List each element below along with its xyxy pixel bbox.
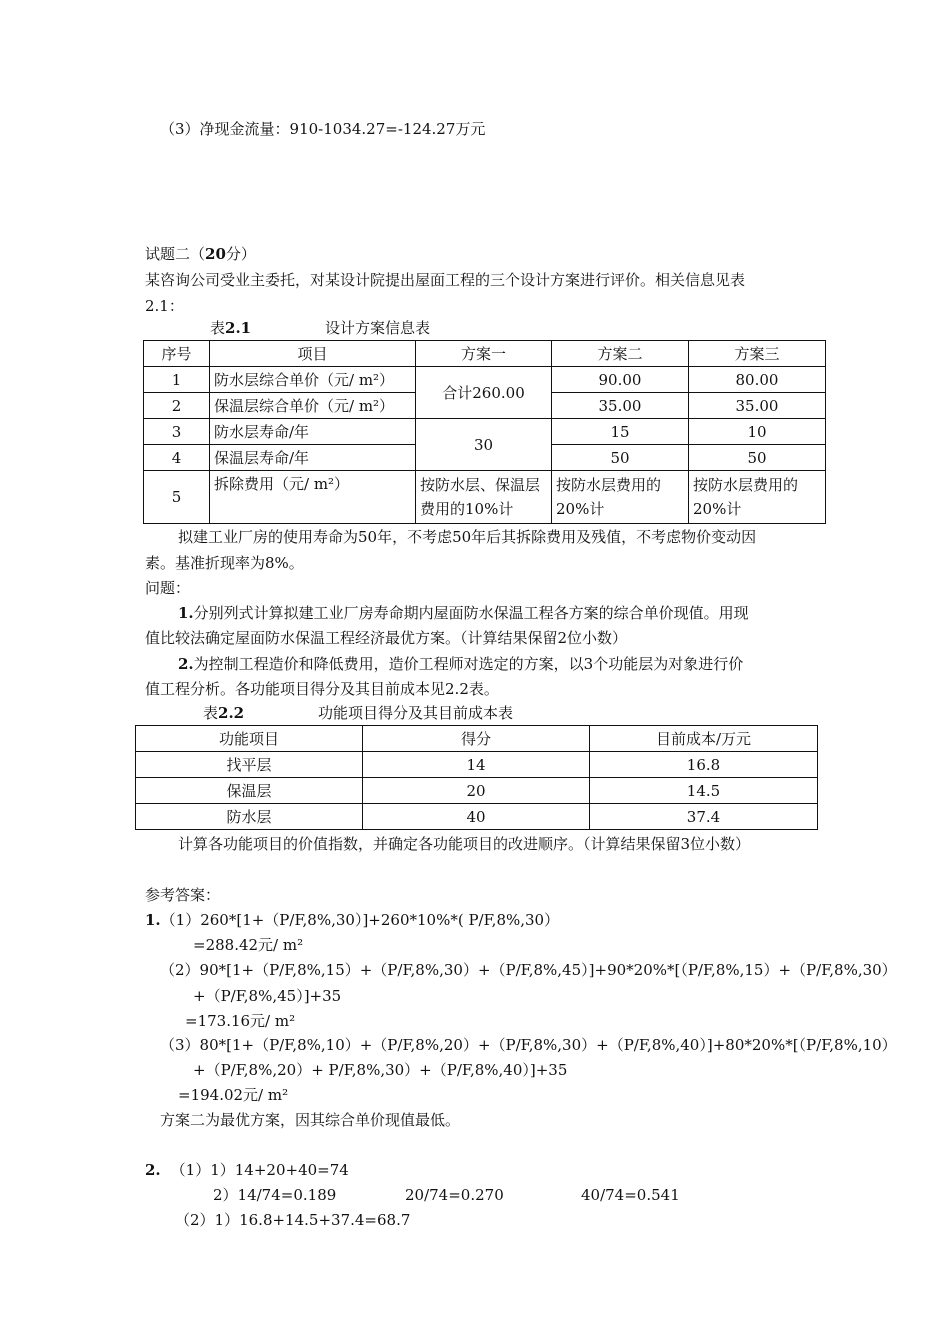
background-line-1: 某咨询公司受业主委托，对某设计院提出屋面工程的三个设计方案进行评价。相关信息见表 bbox=[145, 271, 746, 289]
question-2-line-2: 值工程分析。各功能项目得分及其目前成本见2.2表。 bbox=[145, 680, 499, 698]
table-row bbox=[136, 752, 818, 778]
function-score-table bbox=[135, 725, 818, 830]
table-row bbox=[144, 419, 826, 445]
row-item: 拆除费用（元/ m²） bbox=[210, 471, 416, 524]
question-heading bbox=[145, 244, 256, 264]
answer-2-formula-1: （1）1）14+20+40=74 bbox=[170, 1161, 349, 1179]
table1-header-item: 项目 bbox=[210, 341, 416, 367]
question-1-num: 1. bbox=[178, 604, 194, 622]
answer-1-line-5: =173.16元/ m² bbox=[185, 1012, 296, 1030]
answer-1-line-4: +（P/F,8%,45）]+35 bbox=[193, 987, 342, 1005]
row-plan3: 10 bbox=[689, 419, 826, 445]
cell-cost: 37.4 bbox=[590, 804, 818, 830]
table1-caption-prefix: 表 bbox=[210, 319, 226, 337]
table1-header-plan2: 方案二 bbox=[552, 341, 689, 367]
question-2-num: 2. bbox=[178, 655, 194, 673]
cell-function: 保温层 bbox=[136, 778, 363, 804]
answer-1-line-8: =194.02元/ m² bbox=[178, 1086, 289, 1104]
answer-1-line-7: +（P/F,8%,20）+ P/F,8%,30）+（P/F,8%,40）]+35 bbox=[193, 1061, 568, 1079]
table-row bbox=[144, 471, 826, 524]
question-1-text: 分别列式计算拟建工业厂房寿命期内屋面防水保温工程各方案的综合单价现值。用现 bbox=[193, 604, 749, 622]
heading-score: 20 bbox=[205, 245, 226, 263]
answer-2-ratio-2: 20/74=0.270 bbox=[405, 1186, 504, 1204]
cell-score: 20 bbox=[363, 778, 590, 804]
background-line-2: 2.1： bbox=[145, 297, 184, 315]
heading-prefix: 试题二（ bbox=[145, 245, 206, 263]
questions-label: 问题： bbox=[145, 579, 191, 597]
table2-caption bbox=[203, 703, 244, 723]
plan1-merged-life: 30 bbox=[416, 419, 552, 471]
after-table1-line-2: 素。基准折现率为8%。 bbox=[145, 554, 304, 572]
cell-score: 14 bbox=[363, 752, 590, 778]
answer-1-line-1 bbox=[145, 910, 559, 930]
answer-2-ratio-3: 40/74=0.541 bbox=[581, 1186, 680, 1204]
row-no: 5 bbox=[144, 471, 210, 524]
table1-header-plan1: 方案一 bbox=[416, 341, 552, 367]
answer-1-line-3: （2）90*[1+（P/F,8%,15）+（P/F,8%,30）+（P/F,8%,45）]+90*20%*[（P/F,8%,15）+（P/F,8%,30） bbox=[160, 961, 897, 979]
row-no: 3 bbox=[144, 419, 210, 445]
answer-2-num: 2. bbox=[145, 1161, 161, 1179]
cell-cost: 16.8 bbox=[590, 752, 818, 778]
table1-title: 设计方案信息表 bbox=[325, 319, 431, 337]
answer-1-conclusion: 方案二为最优方案，因其综合单价现值最低。 bbox=[160, 1111, 461, 1129]
row-plan2: 15 bbox=[552, 419, 689, 445]
question-2-line-1 bbox=[178, 654, 743, 674]
row-plan2: 按防水层费用的20%计 bbox=[552, 471, 689, 524]
question-1-line-2: 值比较法确定屋面防水保温工程经济最优方案。（计算结果保留2位小数） bbox=[145, 629, 628, 647]
answer-2-ratio-1: 2）14/74=0.189 bbox=[213, 1186, 337, 1204]
row-no: 2 bbox=[144, 393, 210, 419]
table-row bbox=[144, 367, 826, 393]
answer-2-line-3: （2）1）16.8+14.5+37.4=68.7 bbox=[175, 1211, 411, 1229]
table2-header-score: 得分 bbox=[363, 726, 590, 752]
row-plan3: 50 bbox=[689, 445, 826, 471]
row-plan2: 90.00 bbox=[552, 367, 689, 393]
cell-cost: 14.5 bbox=[590, 778, 818, 804]
row-plan3: 80.00 bbox=[689, 367, 826, 393]
row-plan1: 按防水层、保温层费用的10%计 bbox=[416, 471, 552, 524]
cell-score: 40 bbox=[363, 804, 590, 830]
table2-header-function: 功能项目 bbox=[136, 726, 363, 752]
answer-1-line-2: =288.42元/ m² bbox=[193, 936, 304, 954]
cell-function: 防水层 bbox=[136, 804, 363, 830]
table2-header-cost: 目前成本/万元 bbox=[590, 726, 818, 752]
answer-2-line-1 bbox=[145, 1160, 349, 1180]
row-item: 保温层综合单价（元/ m²） bbox=[210, 393, 416, 419]
table1-caption-num: 2.1 bbox=[225, 319, 252, 337]
table-row bbox=[136, 804, 818, 830]
row-item: 防水层综合单价（元/ m²） bbox=[210, 367, 416, 393]
table2-title: 功能项目得分及其目前成本表 bbox=[318, 704, 514, 722]
question-2-text: 为控制工程造价和降低费用，造价工程师对选定的方案，以3个功能层为对象进行价 bbox=[193, 655, 744, 673]
table1-header-plan3: 方案三 bbox=[689, 341, 826, 367]
answer-1-line-6: （3）80*[1+（P/F,8%,10）+（P/F,8%,20）+（P/F,8%,30）+（P/F,8%,40）]+80*20%*[（P/F,8%,10） bbox=[160, 1036, 897, 1054]
row-item: 防水层寿命/年 bbox=[210, 419, 416, 445]
answer-1-formula-1: （1）260*[1+（P/F,8%,30）]+260*10%*( P/F,8%,30） bbox=[160, 911, 560, 929]
table-row bbox=[136, 778, 818, 804]
design-scheme-table bbox=[143, 340, 826, 524]
after-table1-line-1: 拟建工业厂房的使用寿命为50年，不考虑50年后其拆除费用及残值，不考虑物价变动因 bbox=[178, 528, 757, 546]
cell-function: 找平层 bbox=[136, 752, 363, 778]
question-1-line-1 bbox=[178, 603, 749, 623]
row-plan2: 50 bbox=[552, 445, 689, 471]
row-plan3: 35.00 bbox=[689, 393, 826, 419]
row-no: 1 bbox=[144, 367, 210, 393]
table1-header-no: 序号 bbox=[144, 341, 210, 367]
plan1-merged-cost: 合计260.00 bbox=[416, 367, 552, 419]
answer-1-num: 1. bbox=[145, 911, 161, 929]
heading-suffix: 分） bbox=[225, 245, 256, 263]
table2-caption-num: 2.2 bbox=[218, 704, 245, 722]
after-table2-line: 计算各功能项目的价值指数，并确定各功能项目的改进顺序。（计算结果保留3位小数） bbox=[178, 835, 751, 853]
row-plan3: 按防水层费用的20%计 bbox=[689, 471, 826, 524]
row-item: 保温层寿命/年 bbox=[210, 445, 416, 471]
answer-label: 参考答案： bbox=[145, 886, 221, 904]
row-plan2: 35.00 bbox=[552, 393, 689, 419]
table1-caption bbox=[210, 318, 251, 338]
intro-line: （3）净现金流量：910-1034.27=-124.27万元 bbox=[160, 120, 486, 138]
table2-caption-prefix: 表 bbox=[203, 704, 219, 722]
row-no: 4 bbox=[144, 445, 210, 471]
